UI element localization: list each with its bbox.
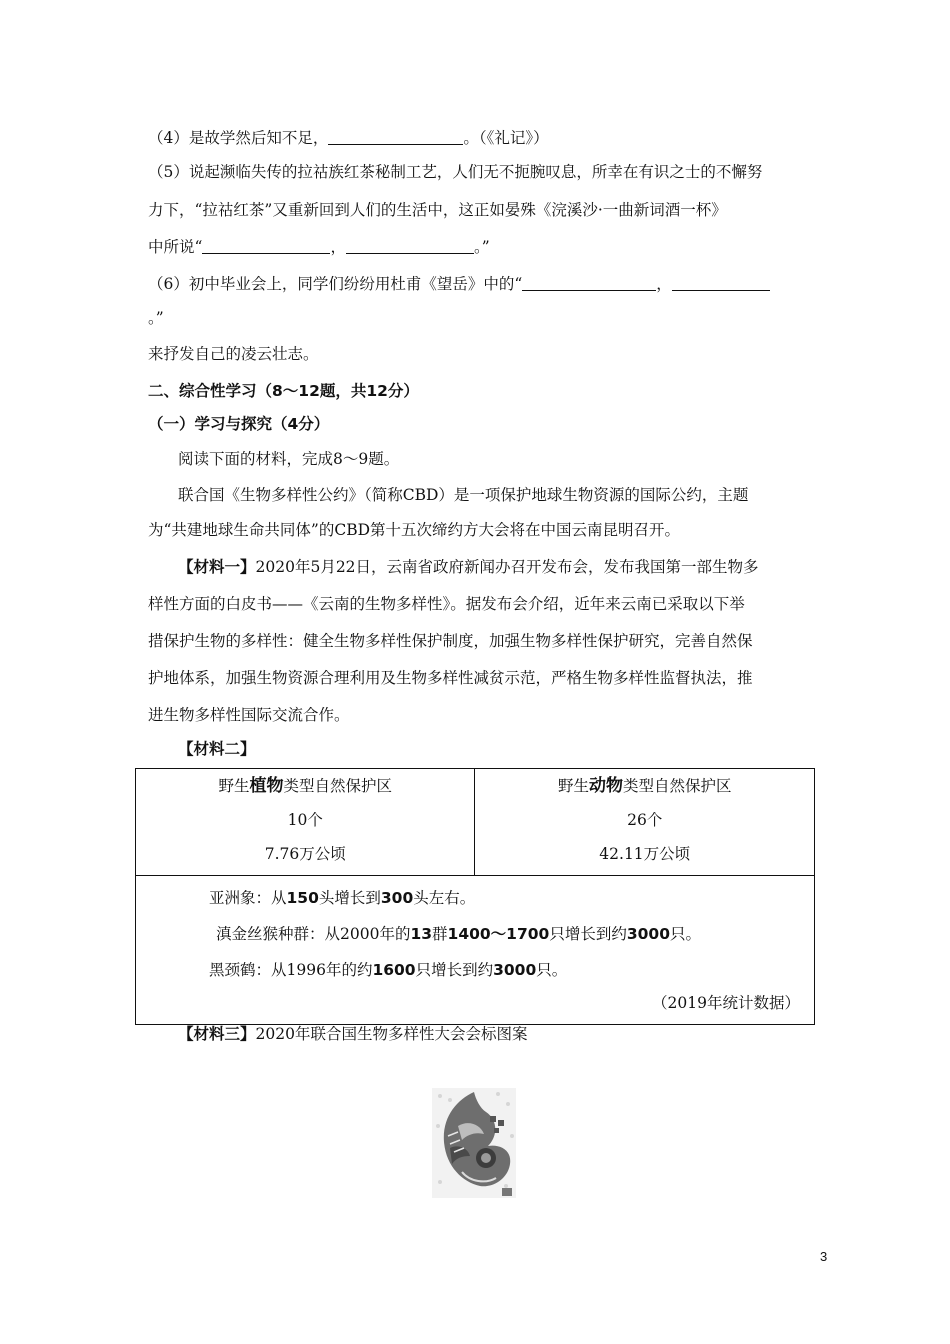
material-3-line: 【材料三】2020年联合国生物多样性大会会标图案 — [178, 1025, 528, 1043]
plant-reserve-title: 野生植物类型自然保护区 — [218, 776, 392, 796]
intro-line-1: 联合国《生物多样性公约》（简称CBD）是一项保护地球生物资源的国际公约，主题 — [178, 486, 749, 504]
monkey-stat: 滇金丝猴种群：从2000年的13群1400～1700只增长到约3000只。 — [216, 925, 701, 943]
question-4: （4）是故学然后知不足， 。（《礼记》） — [148, 129, 549, 147]
answer-blank[interactable] — [522, 274, 656, 291]
answer-blank[interactable] — [346, 237, 474, 254]
material-1-line-4: 护地体系，加强生物资源合理利用及生物多样性减贫示范，严格生物多样性监督执法，推 — [148, 669, 753, 687]
material-3-tag: 【材料三】 — [178, 1025, 256, 1043]
data-source-note: （2019年统计数据） — [652, 994, 800, 1012]
cbd-conference-logo — [428, 1086, 520, 1200]
material-1-line-2: 样性方面的白皮书——《云南的生物多样性》。据发布会介绍，近年来云南已采取以下举 — [148, 595, 745, 613]
animal-reserve-cell — [475, 769, 815, 876]
material-2-tag: 【材料二】 — [178, 740, 256, 758]
plant-reserve-cell — [136, 769, 475, 876]
animal-reserve-area: 42.11万公顷 — [599, 845, 691, 863]
material-1-line-3: 措保护生物的多样性：健全生物多样性保护制度，加强生物多样性保护研究，完善自然保 — [148, 632, 753, 650]
intro-line-2: 为“共建地球生命共同体”的CBD第十五次缔约方大会将在中国云南昆明召开。 — [148, 521, 681, 539]
page-number: 3 — [820, 1249, 828, 1264]
material-1-line-1: 【材料一】2020年5月22日，云南省政府新闻办召开发布会，发布我国第一部生物多 — [178, 558, 759, 576]
material-2-table — [135, 768, 815, 1025]
material-1-tag: 【材料一】 — [178, 558, 256, 576]
question-5-line-1: （5）说起濒临失传的拉祜族红茶秘制工艺，人们无不扼腕叹息，所幸在有识之士的不懈努 — [148, 163, 763, 181]
elephant-stat: 亚洲象：从150头增长到300头左右。 — [209, 889, 476, 907]
instruction: 阅读下面的材料，完成8～9题。 — [178, 450, 400, 468]
answer-blank[interactable] — [672, 274, 770, 291]
plant-reserve-count: 10个 — [287, 811, 323, 829]
question-6-line-1: （6）初中毕业会上，同学们纷纷用杜甫《望岳》中的“ ， — [148, 273, 818, 295]
section-2-title: 二、综合性学习（8～12题，共12分） — [148, 382, 419, 400]
animal-reserve-title: 野生动物类型自然保护区 — [557, 776, 732, 796]
population-cell — [136, 876, 815, 1025]
part-1-title: （一）学习与探究（4分） — [148, 415, 330, 433]
answer-blank[interactable] — [202, 237, 330, 254]
question-5-line-3: 中所说“ ， 。” — [148, 238, 490, 256]
animal-reserve-count: 26个 — [627, 811, 663, 829]
question-5-line-2: 力下，“拉祜红茶”又重新回到人们的生活中，这正如晏殊《浣溪沙·一曲新词酒一杯》 — [148, 201, 727, 219]
material-1-line-5: 进生物多样性国际交流合作。 — [148, 706, 350, 724]
question-6-line-3: 来抒发自己的凌云壮志。 — [148, 345, 319, 363]
answer-blank[interactable] — [328, 128, 463, 145]
plant-reserve-area: 7.76万公顷 — [264, 845, 346, 863]
crane-stat: 黑颈鹤：从1996年的约1600只增长到约3000只。 — [209, 961, 568, 979]
question-6-line-2: 。” — [148, 309, 164, 327]
